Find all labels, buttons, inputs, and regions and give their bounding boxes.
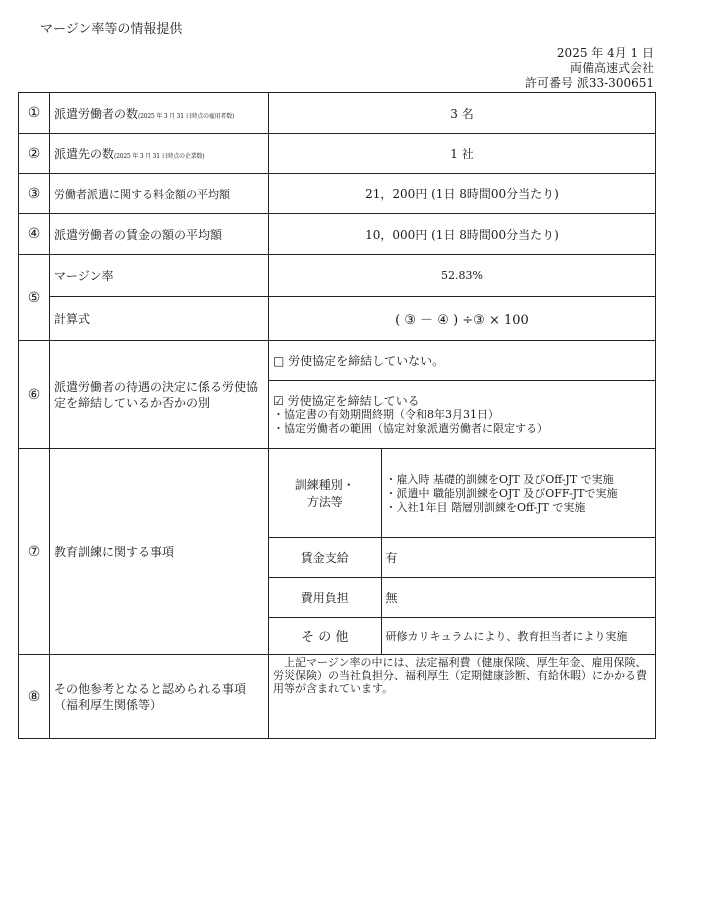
training-line: ・雇入時 基礎的訓練をOJT 及びOff-JT で実施 xyxy=(385,473,614,486)
row-value: 1 社 xyxy=(269,134,656,174)
agreement-detail-scope: ・協定労働者の範囲（協定対象派遣労働者に限定する） xyxy=(273,421,548,435)
info-table xyxy=(18,92,656,739)
agreement-option-concluded xyxy=(269,381,656,449)
other-value: 研修カリキュラムにより、教育担当者により実施 xyxy=(381,617,655,654)
other-label: そ の 他 xyxy=(269,617,381,654)
row-label: 労働者派遣に関する料金額の平均額 xyxy=(50,174,269,214)
row-label: 派遣労働者の賃金の額の平均額 xyxy=(50,214,269,255)
row-avg-wage xyxy=(19,214,656,255)
row-label xyxy=(50,134,269,174)
row-number: ① xyxy=(19,93,50,134)
label-text: 派遣労働者の数 xyxy=(54,106,139,121)
row-number: ③ xyxy=(19,174,50,214)
training-line: ・入社1年目 階層別訓練をOff-JT で実施 xyxy=(385,501,586,514)
training-type-label: 訓練種別・方法等 xyxy=(269,449,381,537)
row-number: ② xyxy=(19,134,50,174)
row-number: ④ xyxy=(19,214,50,255)
wage-label: 賃金支給 xyxy=(269,537,381,577)
license-number: 許可番号 派33-300651 xyxy=(525,76,654,90)
row-label: 計算式 xyxy=(50,297,269,341)
cost-label: 費用負担 xyxy=(269,577,381,617)
row-label: その他参考となると認められる事項（福利厚生関係等） xyxy=(50,655,269,739)
label-text: 派遣先の数 xyxy=(54,147,115,161)
issue-date: 2025 年 4月 1 日 xyxy=(556,46,654,60)
wage-value: 有 xyxy=(381,537,655,577)
row-label: 派遣労働者の待遇の決定に係る労使協定を締結しているか否かの別 xyxy=(50,341,269,449)
other-info-value: 上記マージン率の中には、法定福利費（健康保険、厚生年金、雇用保険、労災保険）の当社負担分、福利厚生（定期健康診断、有給休暇）にかかる費用等が含まれています。 xyxy=(269,655,656,739)
agreement-detail-term: ・協定書の有効期間終期（令和8年3月31日） xyxy=(273,407,499,421)
row-label: マージン率 xyxy=(50,255,269,297)
row-other-info xyxy=(19,655,656,739)
training-detail xyxy=(269,449,656,655)
formula-value: ( ③ － ④ ) ÷③ × 100 xyxy=(269,297,656,341)
row-labor-agreement xyxy=(19,341,656,381)
row-number: ⑤ xyxy=(19,255,50,341)
row-avg-fee xyxy=(19,174,656,214)
row-formula xyxy=(19,297,656,341)
row-client-count xyxy=(19,134,656,174)
row-number: ⑦ xyxy=(19,449,50,655)
label-note: (2025 年 3 月 31 日時点の雇用者数) xyxy=(138,112,235,120)
company-name: 両備高速式会社 xyxy=(569,61,654,75)
row-label: 教育訓練に関する事項 xyxy=(50,449,269,655)
label-note: (2025 年 3 月 31 日時点の企業数) xyxy=(114,153,205,160)
cost-value: 無 xyxy=(381,577,655,617)
training-type-value xyxy=(381,449,655,537)
margin-rate-value: 52.83% xyxy=(269,255,656,297)
row-value: 3 名 xyxy=(269,93,656,134)
checked-option: ☑ 労使協定を締結している xyxy=(273,393,420,408)
row-value: 21，200円 (1日 8時間00分当たり) xyxy=(269,174,656,214)
row-number: ⑥ xyxy=(19,341,50,449)
agreement-option-not-concluded: □ 労使協定を締結していない。 xyxy=(269,341,656,381)
row-worker-count xyxy=(19,93,656,134)
row-label xyxy=(50,93,269,134)
training-line: ・派遣中 職能別訓練をOJT 及びOFF-JTで実施 xyxy=(385,487,618,500)
document-title: マージン率等の情報提供 xyxy=(40,22,183,37)
row-value: 10，000円 (1日 8時間00分当たり) xyxy=(269,214,656,255)
row-margin-rate xyxy=(19,255,656,297)
row-training xyxy=(19,449,656,655)
row-number: ⑧ xyxy=(19,655,50,739)
training-subtable xyxy=(269,449,655,654)
